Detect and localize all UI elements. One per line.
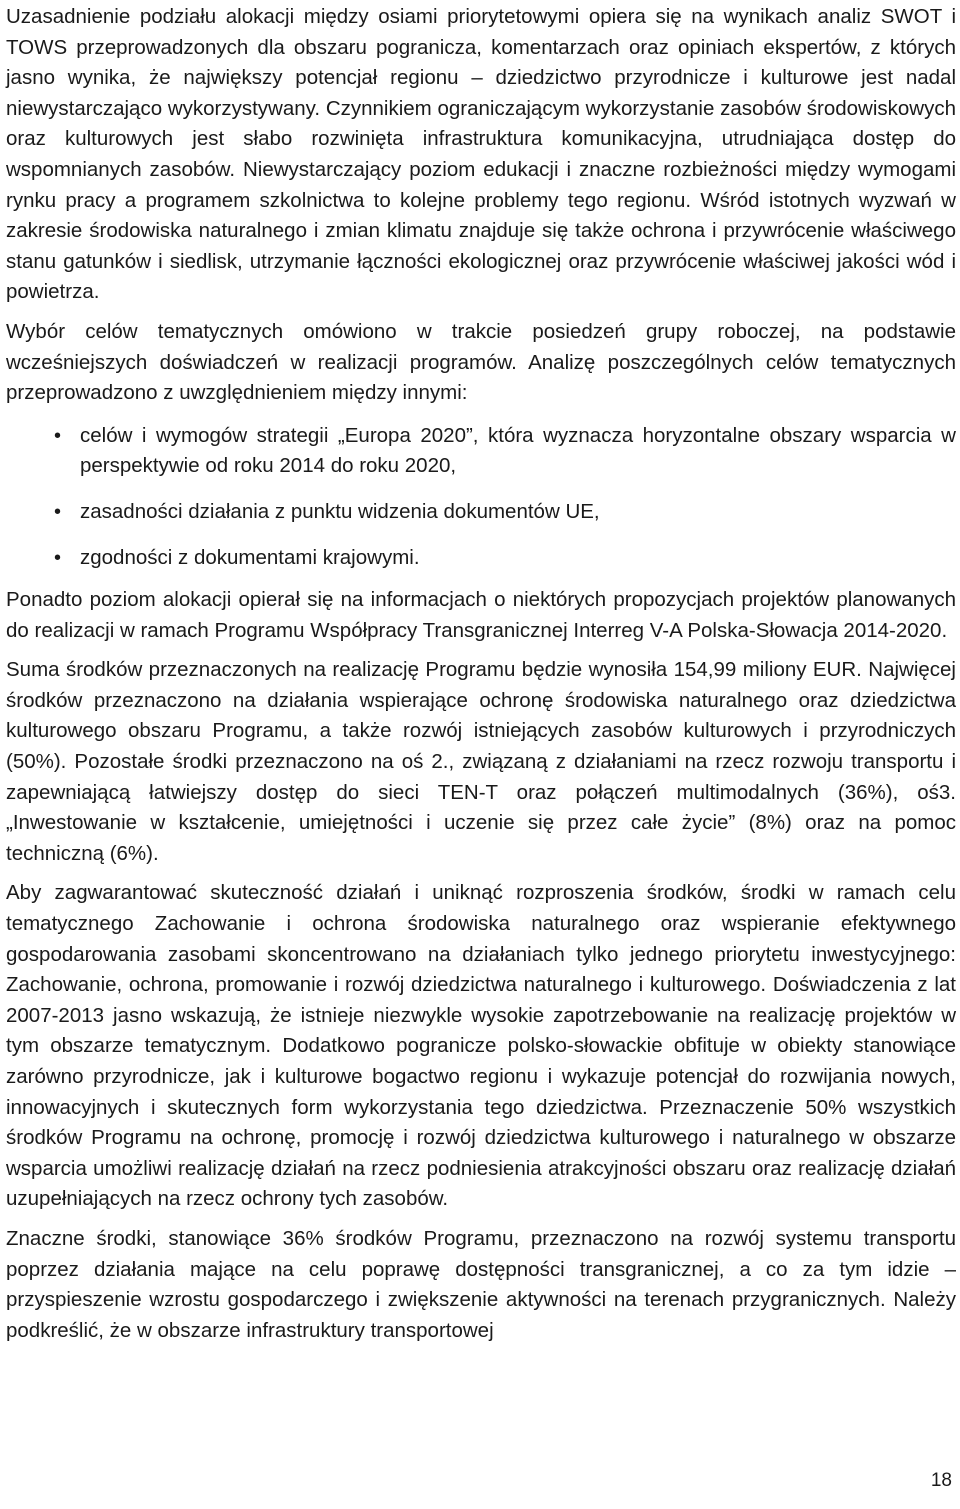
paragraph-budget-summary: Suma środków przeznaczonych na realizację Programu będzie wynosiła 154,99 miliony EUR. Najwięcej środków przeznaczono na działania wspierające ochronę środowiska naturalnego oraz dziedzictwa kulturowego obszaru Programu, a także rozwój istniejących zasobów kulturowych i przyrodniczych (50%). Pozostałe środki przeznaczono na oś 2., związaną z działaniami na rzecz rozwoju transportu i zapewniającą łatwiejszy dostęp do sieci TEN-T oraz połączeń multimodalnych (36%), oś3. „Inwestowanie w kształcenie, umiejętności i uczenie się przez całe życie” (8%) oraz na pomoc techniczną (6%).: [6, 658, 956, 865]
bullet-icon: •: [54, 424, 62, 447]
list-item-text: celów i wymogów strategii „Europa 2020”, która wyznacza horyzontalne obszary wsparcia w perspektywie od roku 2014 do roku 2020,: [80, 423, 956, 478]
bullet-icon: •: [54, 500, 62, 523]
paragraph-environment-focus: Aby zagwarantować skuteczność działań i uniknąć rozproszenia środków, środki w ramach celu tematycznego Zachowanie i ochrona środowiska naturalnego oraz wspieranie efektywnego gospodarowania zasobami skoncentrowano na działaniach tylko jednego priorytetu inwestycyjnego: Zachowanie, ochrona, promowanie i rozwój dziedzictwa naturalnego i kulturowego. Doświadczenia z lat 2007-2013 jasno wskazują, że istnieje niezwykle wysokie zapotrzebowanie na realizację projektów w tym obszarze tematycznym. Dodatkowo pogranicze polsko-słowackie obfituje w obiekty stanowiące zarówno przyrodnicze, jak i kulturowe bogactwo regionu i wykazuje potencjał do rozwijania nowych, innowacyjnych i skutecznych form wykorzystania tego dziedzictwa. Przeznaczenie 50% wszystkich środków Programu na ochronę, promocję i rozwój dziedzictwa kulturowego i naturalnego w obszarze wsparcia umożliwi realizację działań na rzecz podniesienia atrakcyjności obszaru oraz realizację działań uzupełniających na rzecz ochrony tych zasobów.: [6, 881, 956, 1211]
list-item-text: zasadności działania z punktu widzenia dokumentów UE,: [80, 499, 600, 523]
paragraph-allocation-justification: Uzasadnienie podziału alokacji między osiami priorytetowymi opiera się na wynikach analiz SWOT i TOWS przeprowadzonych dla obszaru pogranicza, komentarzach oraz opiniach ekspertów, z których jasno wynika, że największy potencjał regionu – dziedzictwo przyrodnicze i kulturowe jest nadal niewystarczająco wykorzystywany. Czynnikiem ograniczającym wykorzystanie zasobów środowiskowych oraz kulturowych jest słabo rozwinięta infrastruktura komunikacyjna, utrudniająca dostęp do wspomnianych zasobów. Niewystarczający poziom edukacji i znaczne rozbieżności między wymogami rynku pracy a programem szkolnictwa to kolejne problemy tego regionu. Wśród istotnych wyzwań w zakresie środowiska naturalnego i zmian klimatu znajduje się także ochrona i przywrócenie właściwego stanu gatunków i siedlisk, utrzymanie łączności ekologicznej oraz przywrócenie właściwej jakości wód i powietrza.: [6, 5, 956, 304]
criteria-list: [6, 421, 956, 573]
page-number: 18: [930, 1470, 952, 1491]
list-item-text: zgodności z dokumentami krajowymi.: [80, 545, 420, 569]
list-item: [6, 421, 956, 482]
paragraph-thematic-objectives: Wybór celów tematycznych omówiono w trakcie posiedzeń grupy roboczej, na podstawie wcześniejszych doświadczeń w realizacji programów. Analizę poszczególnych celów tematycznych przeprowadzono z uwzględnieniem między innymi:: [6, 319, 956, 405]
paragraph-transport-focus: Znaczne środki, stanowiące 36% środków Programu, przeznaczono na rozwój systemu transportu poprzez działania mające na celu poprawę dostępności transgranicznej, a co za tym idzie – przyspieszenie wzrostu gospodarczego i zwiększenie aktywności na terenach przygranicznych. Należy podkreślić, że w obszarze infrastruktury transportowej: [6, 1226, 956, 1342]
list-item: [6, 543, 956, 574]
document-page: [6, 2, 956, 1346]
paragraph-project-proposals: Ponadto poziom alokacji opierał się na informacjach o niektórych propozycjach projektów planowanych do realizacji w ramach Programu Współpracy Transgranicznej Interreg V-A Polska-Słowacja 2014-2020.: [6, 588, 956, 642]
list-item: [6, 497, 956, 528]
bullet-icon: •: [54, 546, 62, 569]
